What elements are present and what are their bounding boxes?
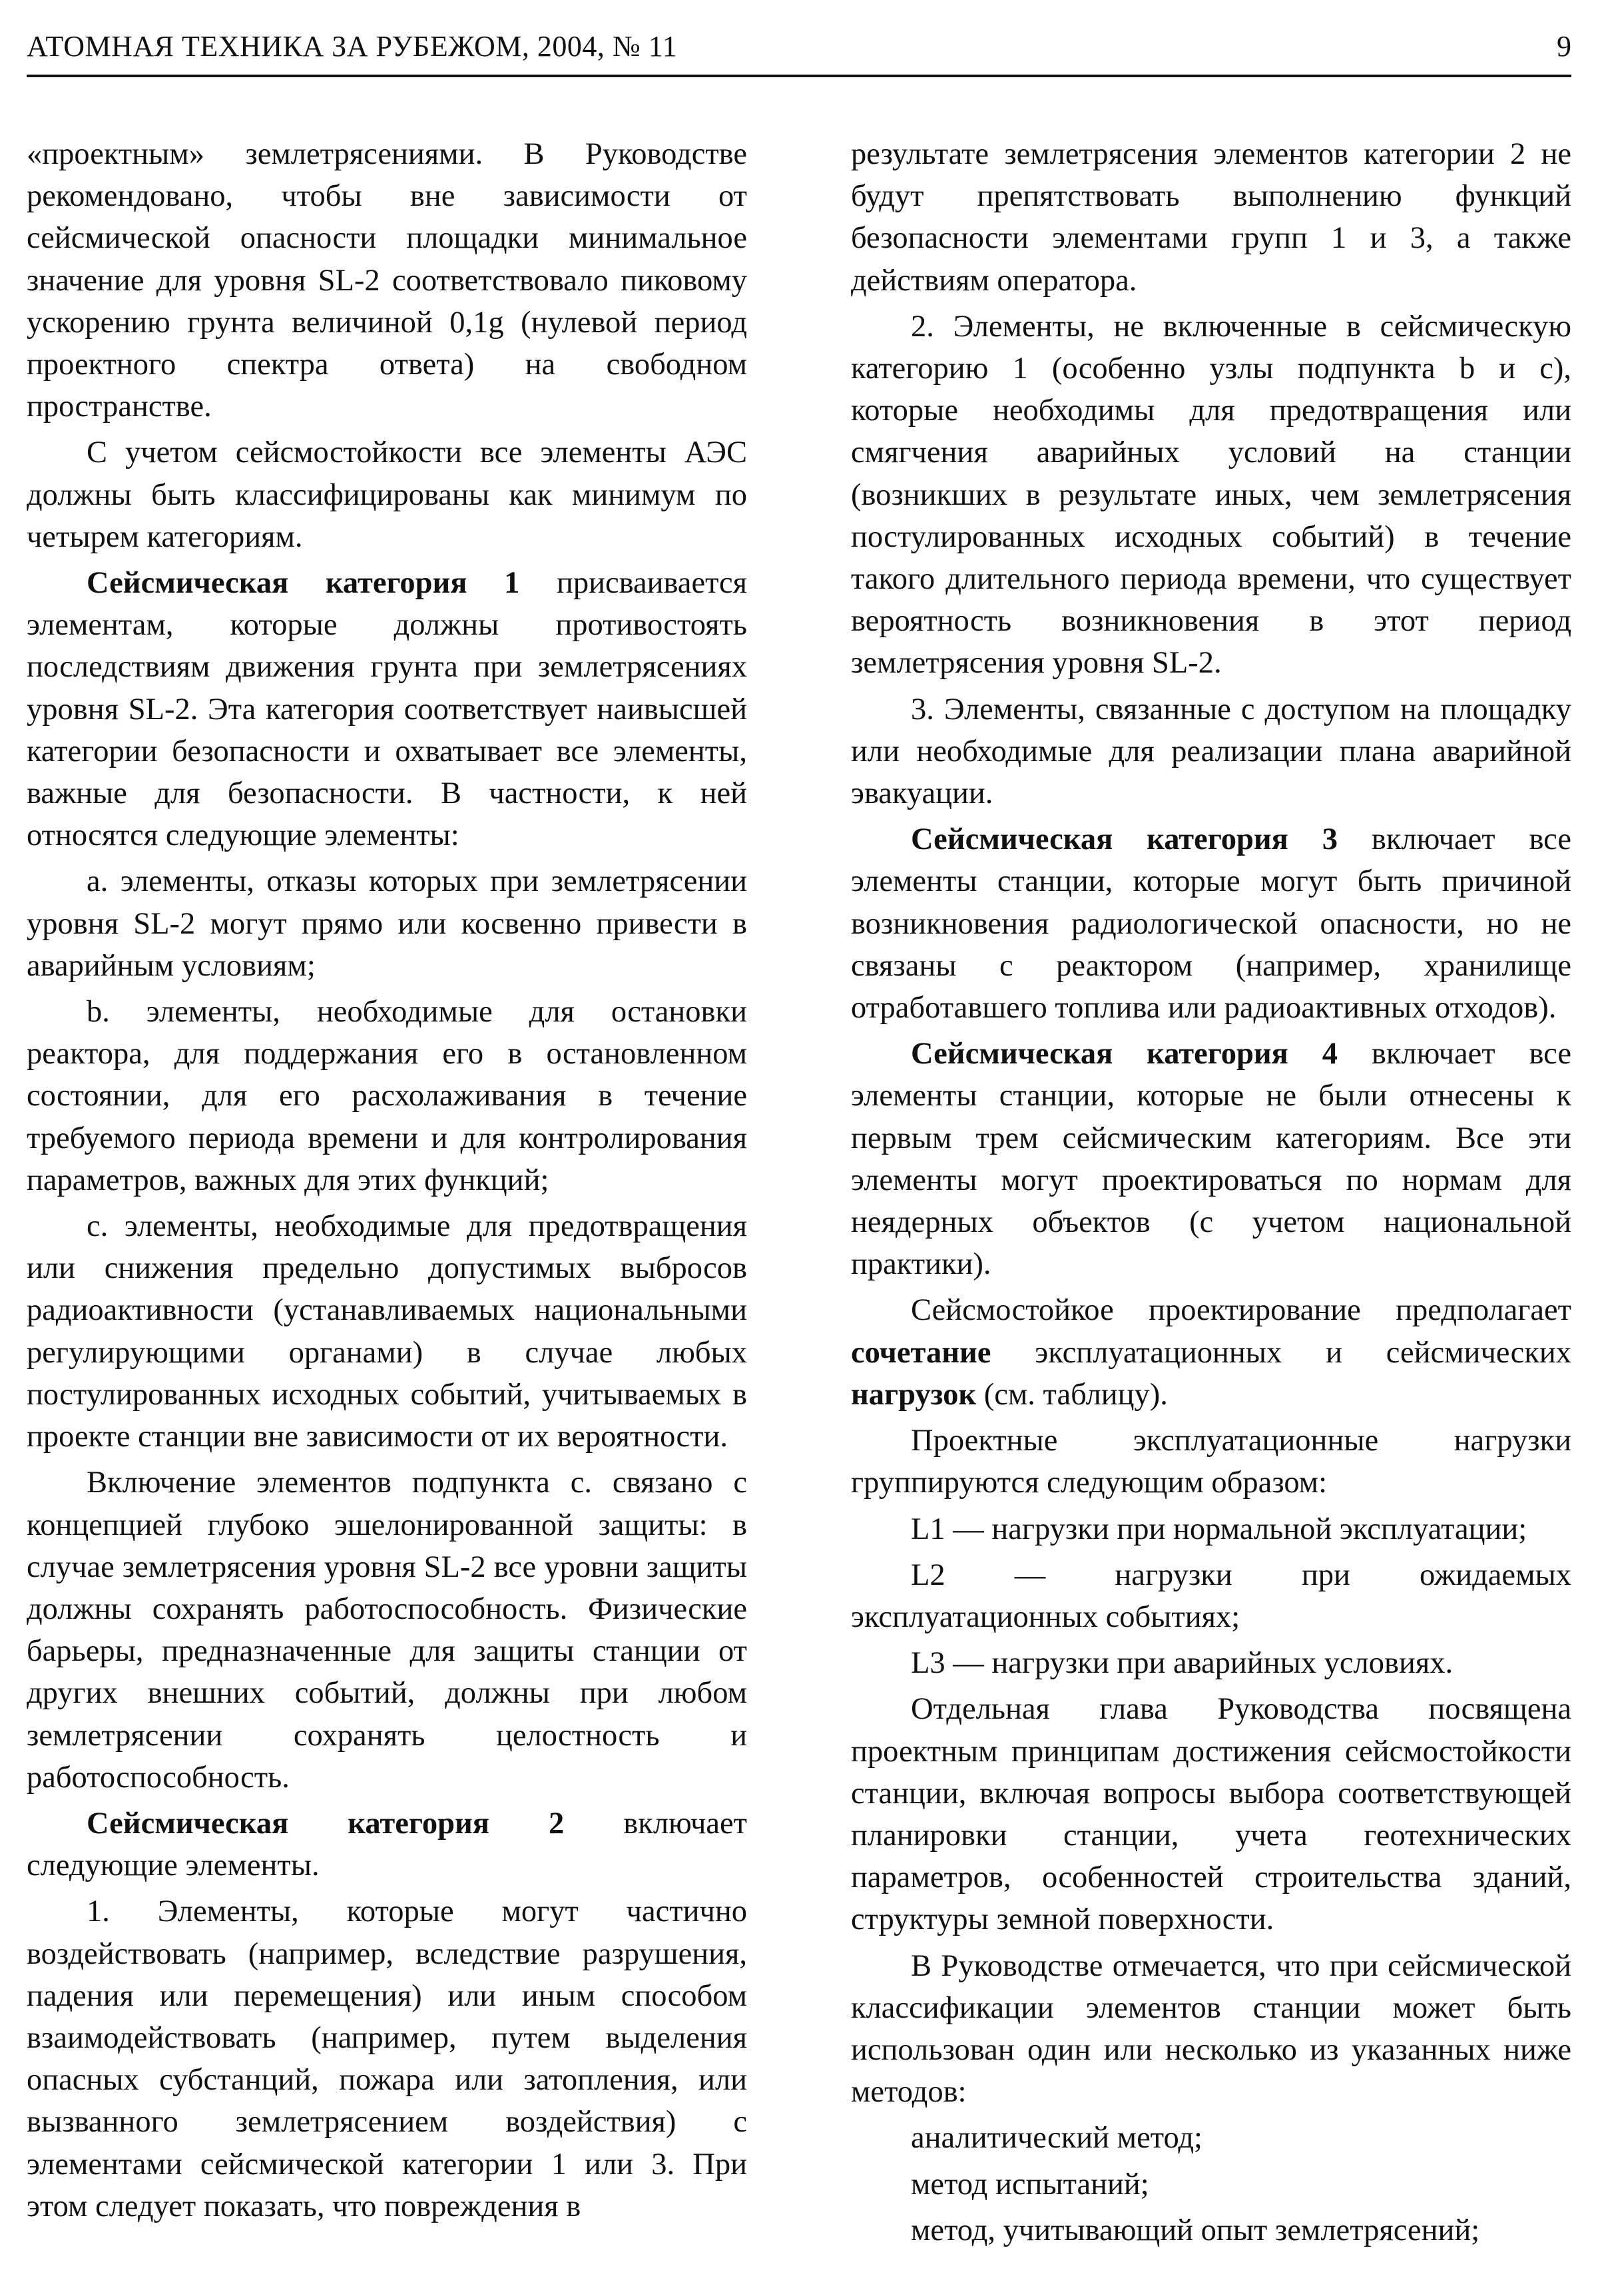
running-header — [27, 29, 1571, 77]
paragraph: Сейсмическая категория 4 включает все элементы станции, которые не были отнесены к первым трем сейсмическим категориям. Все эти элементы могут проектироваться по нормам для неядерных объектов (с учетом национальной практики). — [851, 1037, 1571, 1282]
left-column — [27, 133, 747, 2227]
paragraph: С учетом сейсмостойкости все элементы АЭС должны быть классифицированы как минимум по четырем категориям. — [27, 435, 747, 554]
paragraph: Сейсмическая категория 2 включает следующие элементы. — [27, 1806, 747, 1883]
category-heading: Сейсмическая категория 3 — [911, 822, 1338, 857]
journal-title: АТОМНАЯ ТЕХНИКА ЗА РУБЕЖОМ, 2004, № 11 — [27, 30, 678, 63]
paragraph: В Руководстве отмечается, что при сейсмической классификации элементов станции может быть использован один или несколько из указанных ниже методов: — [851, 1948, 1571, 2110]
method-item: метод испытаний; — [911, 2167, 1149, 2201]
method-item: метод, учитывающий опыт землетрясений; — [911, 2213, 1480, 2247]
bold-term: сочетание — [851, 1335, 991, 1370]
category-heading: Сейсмическая категория 1 — [87, 566, 520, 601]
right-column — [851, 133, 1571, 2251]
paragraph: Отдельная глава Руководства посвящена проектным принципам достижения сейсмостойкости станции, включая вопросы выбора соответствующей планировки станции, учета геотехнических параметров, особенностей строительства зданий, структуры земной поверхности. — [851, 1692, 1571, 1937]
bold-term: нагрузок — [851, 1377, 977, 1412]
list-item: 3. Элементы, связанные с доступом на площадку или необходимые для реализации плана аварийной эвакуации. — [851, 692, 1571, 811]
list-item: b. элементы, необходимые для остановки реактора, для поддержания его в остановленном состоянии, для его расхолаживания в течение требуемого периода времени и для контролирования параметров, важных для этих функций; — [27, 995, 747, 1197]
category-heading: Сейсмическая категория 4 — [911, 1037, 1338, 1071]
category-heading: Сейсмическая категория 2 — [87, 1806, 565, 1841]
list-item: 2. Элементы, не включенные в сейсмическую категорию 1 (особенно узлы подпункта b и c), которые необходимы для предотвращения или смягчения аварийных условий на станции (возникших в результате иных, чем землетрясения постулированных исходных событий) в течение такого длительного периода времени, что существует вероятность возникновения в этот период землетрясения уровня SL-2. — [851, 309, 1571, 681]
page-number: 9 — [1557, 30, 1571, 63]
load-item: L2 — нагрузки при ожидаемых эксплуатационных событиях; — [851, 1558, 1571, 1634]
paragraph: Сейсмическая категория 1 присваивается элементам, которые должны противостоять последствиям движения грунта при землетрясениях уровня SL-2. Эта категория соответствует наивысшей категории безопасности и охватывает все элементы, важные для безопасности. В частности, к ней относятся следующие элементы: — [27, 566, 748, 853]
list-item: a. элементы, отказы которых при землетрясении уровня SL-2 могут прямо или косвенно привести в аварийным условиям; — [27, 864, 747, 983]
list-item: c. элементы, необходимые для предотвращения или снижения предельно допустимых выбросов радиоактивности (устанавливаемых национальными регулирующими органами) в случае любых постулированных исходных событий, учитываемых в проекте станции вне зависимости от их вероятности. — [27, 1209, 747, 1454]
paragraph: Включение элементов подпункта с. связано с концепцией глубоко эшелонированной защиты: в случае землетрясения уровня SL-2 все уровни защиты должны сохранять работоспособность. Физические барьеры, предназначенные для защиты станции от других внешних событий, должны при любом землетрясении сохранять целостность и работоспособность. — [27, 1466, 747, 1795]
paragraph: Сейсмостойкое проектирование предполагает сочетание эксплуатационных и сейсмических нагрузок (см. таблицу). — [851, 1293, 1571, 1412]
load-item: L1 — нагрузки при нормальной эксплуатации; — [911, 1512, 1527, 1546]
method-item: аналитический метод; — [911, 2121, 1202, 2155]
paragraph: Сейсмическая категория 3 включает все элементы станции, которые могут быть причиной возникновения радиологической опасности, но не связаны с реактором (например, хранилище отработавшего топлива или радиоактивных отходов). — [851, 822, 1571, 1025]
list-item: 1. Элементы, которые могут частично воздействовать (например, вследствие разрушения, падения или перемещения) или иным способом взаимодействовать (например, путем выделения опасных субстанций, пожара или затопления, или вызванного землетрясением воздействия) с элементами сейсмической категории 1 или 3. При этом следует показать, что повреждения в — [27, 1894, 747, 2223]
paragraph: Проектные эксплуатационные нагрузки группируются следующим образом: — [851, 1424, 1571, 1500]
load-item: L3 — нагрузки при аварийных условиях. — [911, 1646, 1454, 1681]
paragraph: результате землетрясения элементов категории 2 не будут препятствовать выполнению функций безопасности элементами групп 1 и 3, а также действиям оператора. — [851, 137, 1571, 298]
paragraph: «проектным» землетрясениями. В Руководстве рекомендовано, чтобы вне зависимости от сейсмической опасности площадки минимальное значение для уровня SL-2 соответствовало пиковому ускорению грунта величиной 0,1g (нулевой период проектного спектра ответа) на свободном пространстве. — [27, 137, 747, 424]
